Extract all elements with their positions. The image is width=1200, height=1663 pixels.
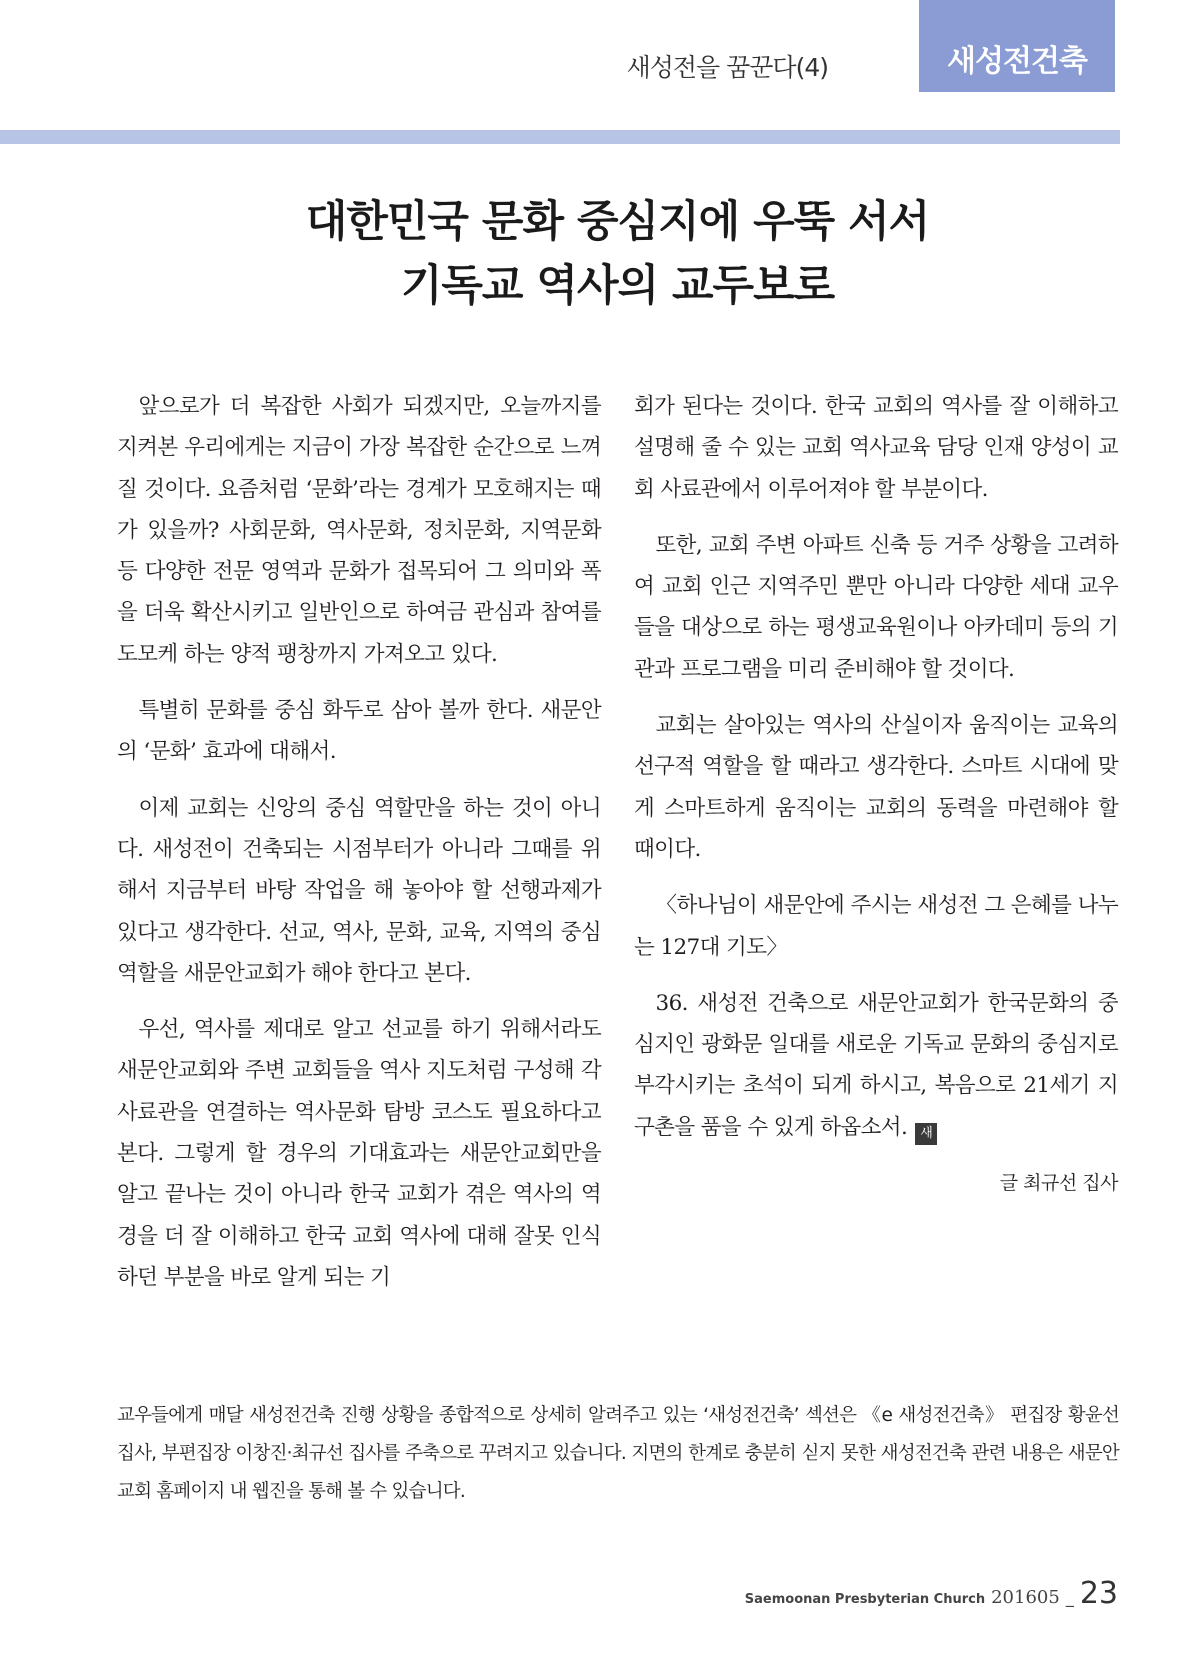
footer-separator: _ [1065, 1588, 1074, 1607]
article-title [0, 190, 1200, 318]
series-title: 새성전을 꿈꾼다(4) [626, 53, 828, 82]
section-tab [919, 0, 1115, 92]
title-line-1: 대한민국 문화 중심지에 우뚝 서서 [305, 197, 930, 247]
page-number: 23 [1079, 1576, 1118, 1611]
editorial-note: 교우들에게 매달 새성전건축 진행 상황을 종합적으로 상세히 알려주고 있는 ‘새성전건축’ 섹션은 《e 새성전건축》 편집장 황윤선 집사, 부편집장 이창진·최규선 집사를 주축으로 꾸려지고 있습니다. 지면의 한계로 충분히 싣지 못한 새성전건축 관련 내용은 새문안교회 홈페이지 내 웹진을 통해 볼 수 있습니다. [117, 1405, 1119, 1502]
prayer-text: 36. 새성전 건축으로 새문안교회가 한국문화의 중심지인 광화문 일대를 새로운 기독교 문화의 중심지로 부각시키는 초석이 되게 하시고, 복음으로 21세기 지구촌을 품을 수 있게 하옵소서. [634, 990, 1118, 1140]
footer-church-name: Saemoonan Presbyterian Church [744, 1592, 986, 1607]
paragraph-continued: 회가 된다는 것이다. 한국 교회의 역사를 잘 이해하고 설명해 줄 수 있는 교회 역사교육 담당 인재 양성이 교회 사료관에서 이루어져야 할 부분이다. [634, 394, 1118, 502]
page-footer [745, 1576, 1118, 1611]
paragraph: 특별히 문화를 중심 화두로 삼아 볼까 한다. 새문안의 ‘문화’ 효과에 대해서. [117, 698, 601, 765]
paragraph: 우선, 역사를 제대로 알고 선교를 하기 위해서라도 새문안교회와 주변 교회들을 역사 지도처럼 구성해 각 사료관을 연결하는 역사문화 탐방 코스도 필요하다고 본다. 그렇게 할 경우의 기대효과는 새문안교회만을 알고 끝나는 것이 아니라 한국 교회가 겪은 역사의 역경을 더 잘 이해하고 한국 교회 역사에 대해 잘못 인식하던 부분을 바로 알게 되는 기 [117, 1017, 601, 1290]
prayer-paragraph [634, 983, 1118, 1148]
end-mark-icon: 새 [915, 1123, 937, 1145]
body-column-right [634, 386, 1118, 1204]
paragraph: 교회는 살아있는 역사의 산실이자 움직이는 교육의 선구적 역할을 할 때라고 생각한다. 스마트 시대에 맞게 스마트하게 움직이는 교회의 동력을 마련해야 할 때이다. [634, 713, 1118, 862]
footer-issue: 201605 [991, 1587, 1060, 1608]
paragraph: 이제 교회는 신앙의 중심 역할만을 하는 것이 아니다. 새성전이 건축되는 시점부터가 아니라 그때를 위해서 지금부터 바탕 작업을 해 놓아야 할 선행과제가 있다고 생각한다. 선교, 역사, 문화, 교육, 지역의 중심 역할을 새문안교회가 해야 한다고 본다. [117, 795, 601, 986]
section-tab-label: 새성전건축 [947, 44, 1087, 79]
paragraph: 앞으로가 더 복잡한 사회가 되겠지만, 오늘까지를 지켜본 우리에게는 지금이 가장 복잡한 순간으로 느껴질 것이다. 요즘처럼 ‘문화’라는 경계가 모호해지는 때가 있을까? 사회문화, 역사문화, 정치문화, 지역문화 등 다양한 전문 영역과 문화가 접목되어 그 의미와 폭을 더욱 확산시키고 일반인으로 하여금 관심과 참여를 도모케 하는 양적 팽창까지 가져오고 있다. [117, 394, 601, 667]
paragraph: 또한, 교회 주변 아파트 신축 등 거주 상황을 고려하여 교회 인근 지역주민 뿐만 아니라 다양한 세대 교우들을 대상으로 하는 평생교육원이나 아카데미 등의 기관과 프로그램을 미리 준비해야 할 것이다. [634, 532, 1118, 682]
header-divider-bar [0, 130, 1120, 144]
prayer-heading: 〈하나님이 새문안에 주시는 새성전 그 은혜를 나누는 127대 기도〉 [634, 893, 1118, 960]
title-line-2: 기독교 역사의 교두보로 [400, 261, 835, 311]
body-column-left [117, 386, 601, 1313]
byline: 글 최규선 집사 [999, 1172, 1118, 1195]
